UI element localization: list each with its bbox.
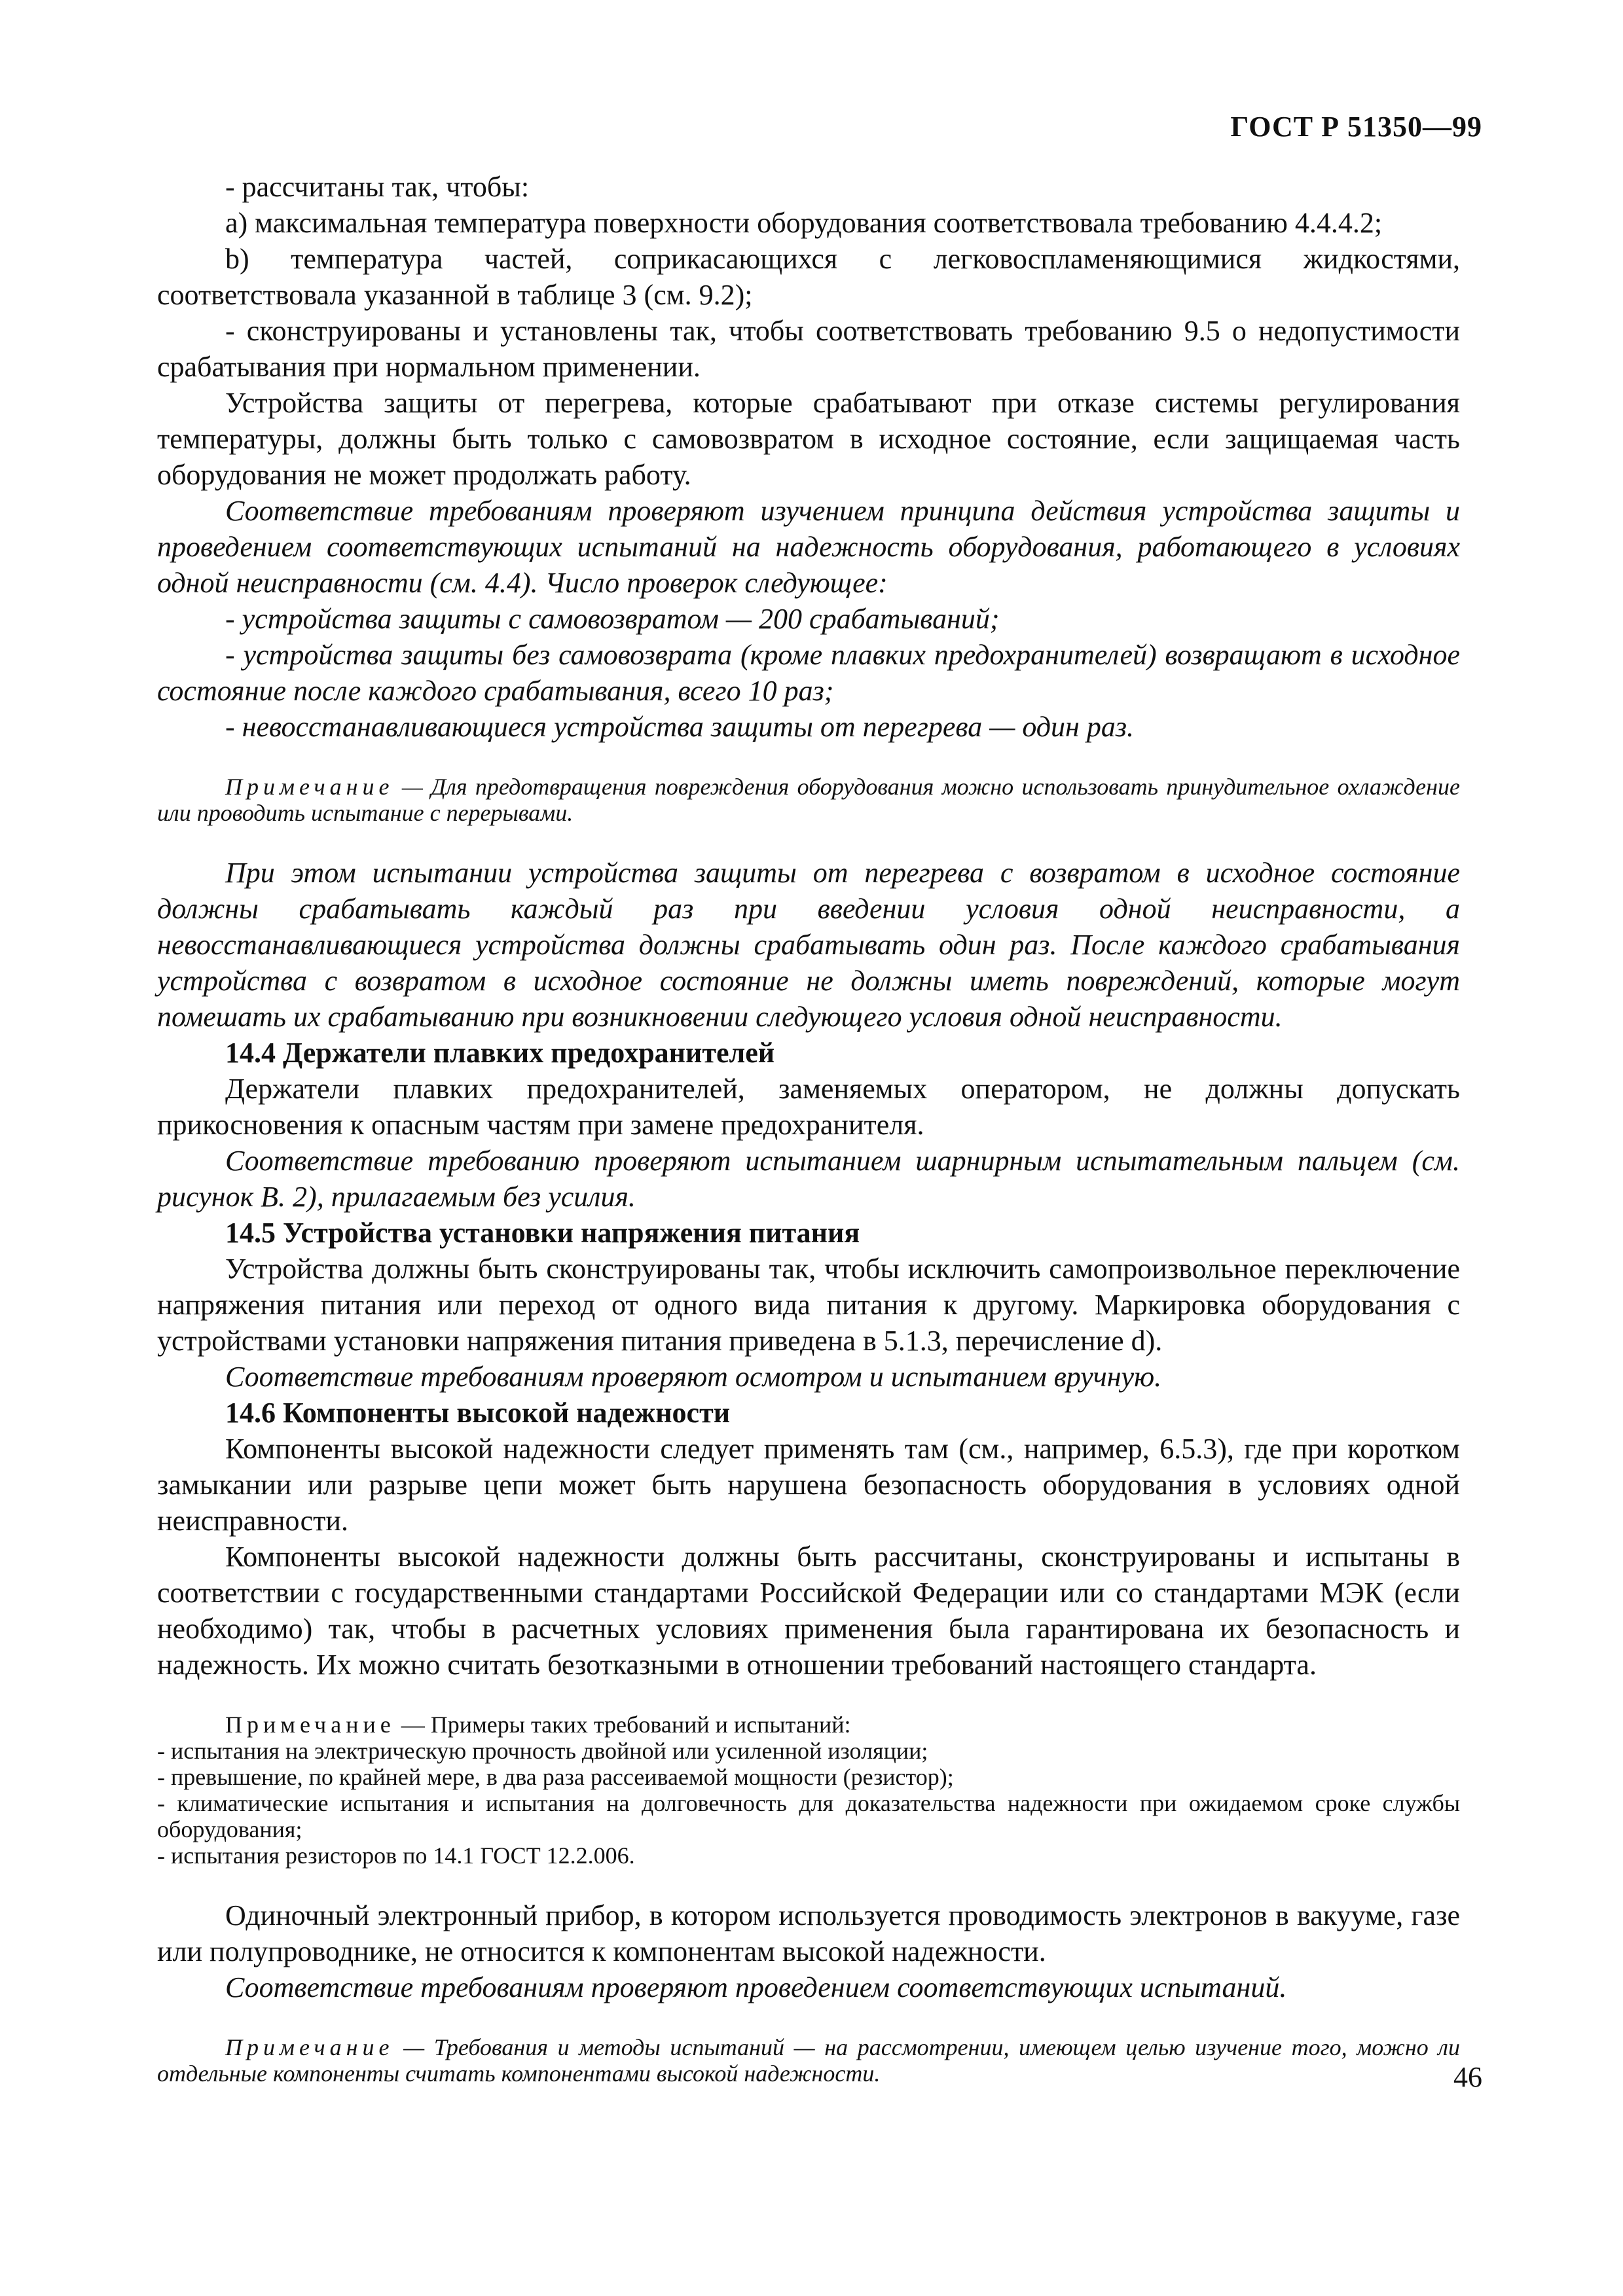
section-heading-14-4: 14.4 Держатели плавких предохранителей: [225, 1037, 775, 1069]
compliance-paragraph: Соответствие требованию проверяют испытанием шарнирным испытательным пальцем (см. рисунок В. 2), прилагаемым без усилия.: [157, 1145, 1460, 1213]
paragraph: Компоненты высокой надежности следует применять там (см., например, 6.5.3), где при коротком замыкании или разрыве цепи может быть нарушена безопасность оборудования в условиях одной неисправности.: [157, 1433, 1460, 1537]
document-body: [157, 169, 1460, 2087]
note-text: — Требования и методы испытаний — на рассмотрении, имеющем целью изучение того, можно ли отдельные компоненты считать компонентами высокой надежности.: [157, 2034, 1460, 2087]
document-standard-header: ГОСТ Р 51350—99: [1230, 111, 1482, 143]
paragraph: Держатели плавких предохранителей, заменяемых оператором, не должны допускать прикосновения к опасным частям при замене предохранителя.: [157, 1073, 1460, 1141]
compliance-paragraph: Соответствие требованиям проверяют осмотром и испытанием вручную.: [225, 1361, 1162, 1393]
list-item: - сконструированы и установлены так, чтобы соответствовать требованию 9.5 о недопустимости срабатывания при нормальном применении.: [157, 315, 1460, 383]
list-item: a) максимальная температура поверхности оборудования соответствовала требованию 4.4.4.2;: [225, 207, 1383, 239]
list-item: b) температура частей, соприкасающихся с легковоспламеняющимися жидкостями, соответствовала указанной в таблице 3 (см. 9.2);: [157, 243, 1460, 311]
note-label: Примечание: [225, 2034, 394, 2060]
compliance-paragraph: При этом испытании устройства защиты от перегрева с возвратом в исходное состояние должны срабатывать каждый раз при введении условия одной неисправности, а невосстанавливающиеся устройства должны срабатывать один раз. После каждого срабатывания устройства с возвратом в исходное состояние не должны иметь повреждений, которые могут помешать их срабатыванию при возникновении следующего условия одной неисправности.: [157, 857, 1460, 1033]
compliance-paragraph: Соответствие требованиям проверяют проведением соответствующих испытаний.: [225, 1971, 1287, 2003]
note-text: — Примеры таких требований и испытаний:: [395, 1712, 851, 1738]
list-item: - устройства защиты с самовозвратом — 200 срабатываний;: [225, 603, 1000, 635]
page-number: 46: [1453, 2061, 1482, 2093]
list-item: - невосстанавливающиеся устройства защиты от перегрева — один раз.: [225, 711, 1134, 743]
paragraph: - рассчитаны так, чтобы:: [225, 171, 530, 203]
paragraph: Устройства защиты от перегрева, которые срабатывают при отказе системы регулирования температуры, должны быть только с самовозвратом в исходное состояние, если защищаемая часть оборудования не может продолжать работу.: [157, 387, 1460, 491]
section-heading-14-6: 14.6 Компоненты высокой надежности: [225, 1397, 731, 1429]
note-label: Примечание: [225, 1712, 395, 1738]
compliance-paragraph: Соответствие требованиям проверяют изучением принципа действия устройства защиты и проведением соответствующих испытаний на надежность оборудования, работающего в условиях одной неисправности (см. 4.4). Число проверок следующее:: [157, 495, 1460, 599]
note-list-item: - испытания на электрическую прочность двойной или усиленной изоляции;: [157, 1738, 928, 1764]
paragraph: Компоненты высокой надежности должны быть рассчитаны, сконструированы и испытаны в соответствии с государственными стандартами Российской Федерации или со стандартами МЭК (если необходимо) так, чтобы в расчетных условиях применения была гарантирована их безопасность и надежность. Их можно считать безотказными в отношении требований настоящего стандарта.: [157, 1541, 1460, 1681]
note-list-item: - испытания резисторов по 14.1 ГОСТ 12.2.006.: [157, 1842, 635, 1869]
note-1: [157, 774, 1460, 826]
list-item: - устройства защиты без самовозврата (кроме плавких предохранителей) возвращают в исходное состояние после каждого срабатывания, всего 10 раз;: [157, 639, 1460, 707]
note-list-item: - климатические испытания и испытания на долговечность для доказательства надежности при ожидаемом сроке службы оборудования;: [157, 1790, 1460, 1842]
section-heading-14-5: 14.5 Устройства установки напряжения питания: [225, 1217, 860, 1249]
note-label: Примечание: [225, 774, 394, 800]
note-list-item: - превышение, по крайней мере, в два раза рассеиваемой мощности (резистор);: [157, 1764, 954, 1790]
paragraph: Устройства должны быть сконструированы так, чтобы исключить самопроизвольное переключение напряжения питания или переход от одного вида питания к другому. Маркировка оборудования с устройствами установки напряжения питания приведена в 5.1.3, перечисление d).: [157, 1253, 1460, 1357]
paragraph: Одиночный электронный прибор, в котором используется проводимость электронов в вакууме, газе или полупроводнике, не относится к компонентам высокой надежности.: [157, 1899, 1460, 1967]
note-3: [157, 2034, 1460, 2087]
note-2: [157, 1712, 1460, 1869]
note-text: — Для предотвращения повреждения оборудования можно использовать принудительное охлаждение или проводить испытание с перерывами.: [157, 774, 1460, 826]
